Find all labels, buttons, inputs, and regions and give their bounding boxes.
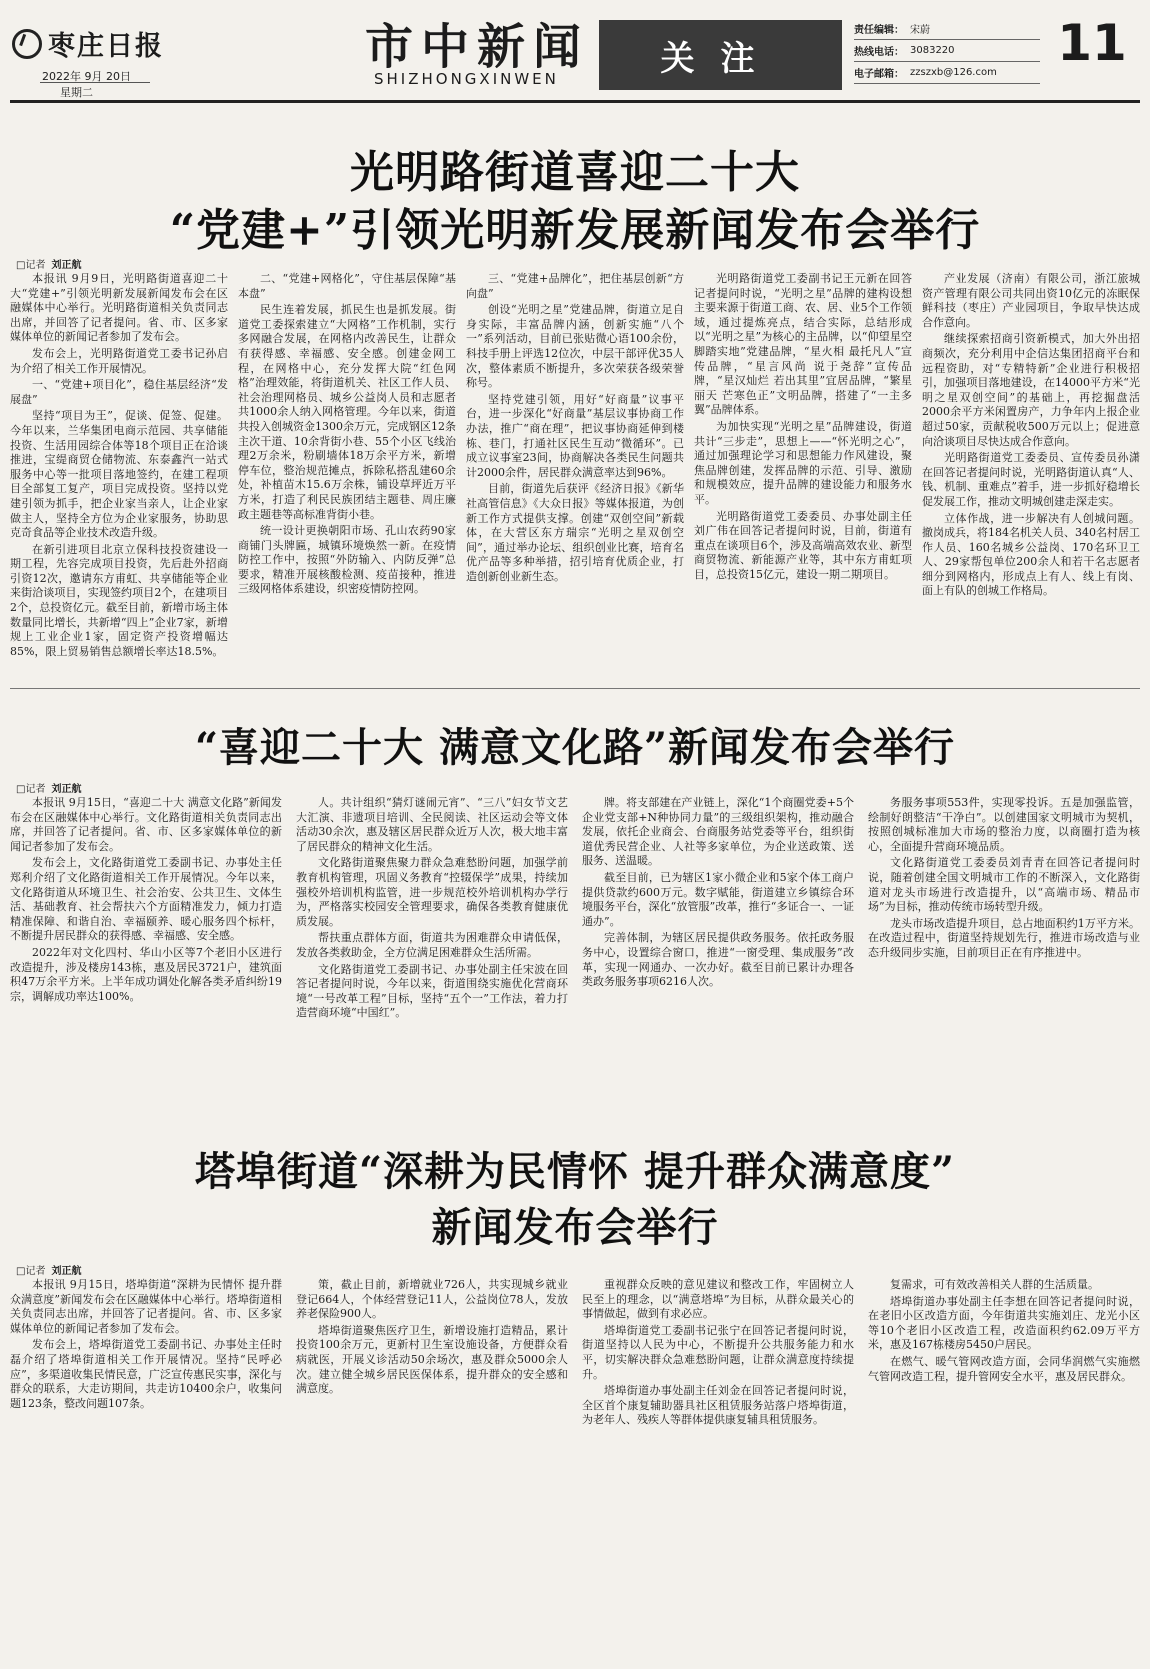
paragraph: 发布会上，文化路街道党工委副书记、办事处主任郑利介绍了文化路街道相关工作开展情况。今年以来，文化路街道从环境卫生、社会治安、公共卫生、文体生活、基础教育、社会帮扶六个方面精准发力，倾力打造精准保障、和谐自治、幸福颐养、暖心服务四个标杆，不断提升居民群众的获得感、幸福感、安全感。 — [10, 856, 282, 943]
paragraph: 人。共计组织“猜灯谜闹元宵”、“三八”妇女节文艺大汇演、非遗项目培训、全民阅读、社区运动会等文体活动30余次，惠及辖区居民群众近万人次，极大地丰富了居民群众的精神文化生活。 — [296, 796, 568, 853]
article-3-byline — [16, 1262, 81, 1277]
section-label: 关注 — [599, 20, 842, 90]
newspaper-name: 枣庄日报 — [48, 31, 164, 62]
paragraph: 策，截止目前，新增就业726人，共实现城乡就业登记664人，个体经营登记11人，公益岗位78人，发放养老保险900人。 — [296, 1278, 568, 1321]
masthead-rule — [10, 100, 1140, 103]
issue-date: 2022年 9月 20日 — [42, 70, 131, 83]
page-number: 11 — [1057, 14, 1127, 72]
newspaper-logo-icon — [12, 29, 42, 59]
paragraph: 统一设计更换朝阳市场、孔山农药90家商铺门头牌匾，城镇环境焕然一新。在疫情防控工作中，按照“外防输入、内防反弹”总要求，精准开展核酸检测、疫苗接种，推进三级网格体系建设，织密疫情防控网。 — [238, 524, 456, 596]
paragraph: 发布会上，塔埠街道党工委副书记、办事处主任时磊介绍了塔埠街道相关工作开展情况。坚持“民呼必应”，多渠道收集民情民意，广泛宣传惠民实事，深化与群众的联系，大走访期间，共走访10400余户，收集问题123条，整改问题107条。 — [10, 1338, 282, 1410]
article-2-headline: “喜迎二十大 满意文化路”新闻发布会举行 — [195, 724, 955, 771]
paragraph: 2022年对文化四村、华山小区等7个老旧小区进行改造提升，涉及楼房143栋，惠及居民3721户，建筑面积47万余平方米。上半年成功调处化解各类矛盾纠纷19宗，调解成功率达100%。 — [10, 945, 282, 1003]
article-3-column-4 — [868, 1278, 1140, 1662]
paragraph: 为加快实现“光明之星”品牌建设，街道共计“三步走”，思想上——“怀光明之心”，通过加强理论学习和思想能力作风建设，聚焦品牌创建，发挥品牌的示范、引导、激励和规模效应，提升品牌的建设能力和服务水平。 — [694, 419, 912, 506]
paragraph: 复需求，可有效改善相关人群的生活质量。 — [890, 1278, 1099, 1291]
paragraph: 发布会上，光明路街道党工委书记孙启为介绍了相关工作开展情况。 — [10, 346, 228, 375]
article-2-column-4 — [868, 796, 1140, 1124]
paragraph: 二、“党建+网格化”，守住基层保障“基本盘” — [238, 272, 456, 300]
article-2-byline — [16, 780, 81, 795]
paragraph: 本报讯 9月15日，塔埠街道“深耕为民情怀 提升群众满意度”新闻发布会在区融媒体中心举行。塔埠街道相关负责同志出席，并回答了记者提问。省、市、区多家媒体单位的新闻记者参加了发布会。 — [10, 1278, 282, 1335]
paragraph: 民生连着发展，抓民生也是抓发展。街道党工委探索建立“大网格”工作机制，实行多网融合发展，在网格内改善民生，让群众有获得感、幸福感、安全感。创建金网工程，在网格中心，充分发挥大院“红色网格”治理效能，将街道机关、社区工作人员、社会治理网格员、城乡公益岗人员和志愿者共1000余人纳入网格管理。今年以来，街道共投入创城资金1300余万元，完成钢区12条主次干道、10余背街小巷、55个小区飞线治理2万余米，粉刷墙体18万余平方米，新增停车位，整治规范摊点，拆除私搭乱建60余处，补植苗木15.6万余株，铺设草坪近万平方米，打造了利民民族团结主题巷、周庄廉政主题巷等高标准背街小巷。 — [238, 303, 456, 521]
article-divider — [10, 688, 1140, 689]
article-1-column-1 — [10, 272, 228, 680]
paragraph: 目前，街道先后获评《经济日报》《新华社高管信息》《大众日报》等媒体报道，为创新工作方式提供支撑。创建“双创空间”新载体，在大营区东方瑞宗“光明之星双创空间”，通过举办论坛、组织创业比赛，培育名优产品等多种举措，招引培育优质企业，打造创新创业新生态。 — [466, 482, 684, 583]
paragraph: 在新引进项目北京立保科技投资建设一期工程，先容完成项目投资，先后赴外招商引资12次，邀请东方甫虹、共享储能等企业来街洽谈项目，实现签约项目2个，在建项目2个，总投资亿元。截至目前，新增市场主体数量同比增长，共新增“四上”企业7家，新增规上工业企业1家，固定资产投资增幅达85%，限上贸易销售总额增长率达18.5%。 — [10, 542, 228, 658]
article-1-reporter: 刘正航 — [51, 260, 82, 271]
column-pinyin: SHIZHONGXINWEN — [374, 70, 559, 88]
article-1-headline-line2: “党建+”引领光明新发展新闻发布会举行 — [169, 205, 981, 256]
email-label: 电子邮箱： — [854, 69, 904, 80]
paragraph: 继续探索招商引资新模式，加大外出招商频次，充分利用中企信达集团招商平台和远程资助，对“专精特新”企业进行积极招引，加强项目落地建设，在14000平方米“光明之星双创空间”的基础上，再挖掘盘活2000余平方米闲置房产，力争年内上报企业超过50家，贡献税收500万元以上；促进意向洽谈项目尽快达成合作意向。 — [922, 332, 1140, 448]
paragraph: 塔埠街道聚焦医疗卫生，新增设施打造精品，累计投资100余万元，更新村卫生室设施设备，方便群众看病就医，开展义诊活动50余场次，惠及群众5000余人次。建立健全城乡居民医保体系，提升群众的安全感和满意度。 — [296, 1323, 568, 1396]
article-1-column-3 — [466, 272, 684, 680]
article-3-column-1 — [10, 1278, 282, 1662]
article-2-column-2 — [296, 796, 568, 1124]
paragraph: 坚持党建引领，用好“好商量”议事平台，进一步深化“好商量”基层议事协商工作办法，推广“商在理”，把议事协商延伸到楼栋、巷门，打通社区民生互动“微循环”。已成立议事室23间，协商解决各类民生问题共计2000余件，居民群众满意率达到96%。 — [466, 392, 684, 479]
column-title: 市中新闻 — [365, 19, 590, 75]
paragraph: 塔埠街道党工委副书记张宁在回答记者提问时说，街道坚持以人民为中心，不断提升公共服务能力和水平，切实解决群众急难愁盼问题，让群众满意度持续提升。 — [582, 1323, 854, 1381]
article-3-column-3 — [582, 1278, 854, 1662]
editor-name: 宋蔚 — [910, 25, 930, 36]
article-3-headline-line1: 塔埠街道“深耕为民情怀 提升群众满意度” — [195, 1148, 955, 1195]
date-divider — [40, 82, 150, 83]
issue-weekday: 星期二 — [60, 86, 93, 99]
article-2-column-3 — [582, 796, 854, 1124]
paragraph: 截至目前，已为辖区1家小微企业和5家个体工商户提供贷款约600万元。数字赋能，街道建立乡镇综合环境服务平台，深化“放管服”改革，推行“多证合一、一证通办”。 — [582, 870, 854, 928]
article-2-body — [10, 796, 1140, 1124]
paragraph: 文化路街道党工委副书记、办事处副主任宋波在回答记者提问时说，今年以来，街道围绕实施优化营商环境“一号改革工程”目标，坚持“五个一”工作法，着力打造营商环境“中国红”。 — [296, 962, 568, 1020]
paragraph: 光明路街道党工委委员、宣传委员孙潇在回答记者提问时说，光明路街道认真“人、钱、机制、重难点”着手，进一步抓好稳增长促发展工作，推动文明城创建走深走实。 — [922, 451, 1140, 508]
article-1-reporter-label: □记者 — [16, 260, 46, 271]
paragraph: 产业发展（济南）有限公司，浙江旅城资产管理有限公司共同出资10亿元的冻眠保鲜科技（枣庄）产业园项目，争取早快达成合作意向。 — [922, 272, 1140, 329]
hotline-number: 3083220 — [910, 45, 955, 56]
paragraph: 文化路街道聚焦聚力群众急难愁盼问题，加强学前教育机构管理，巩固义务教育“控辍保学”成果，持续加强校外培训机构监管，进一步规范校外培训机构办学行为，严格落实校园安全管理要求，确保各类教育健康优质发展。 — [296, 856, 568, 928]
paragraph: 务服务事项553件，实现零投诉。五是加强监管，绘制好朗整洁“干净白”。以创建国家文明城市为契机，按照创城标准加大市场的整治力度，以商圈打造为核心，全面提升营商环境品质。 — [868, 796, 1140, 853]
paragraph: 本报讯 9月9日，光明路街道喜迎二十大“党建+”引领光明新发展新闻发布会在区融媒体中心举行。光明路街道相关负责同志出席，并回答了记者提问。省、市、区多家媒体单位的新闻记者参加了发布会。 — [10, 272, 228, 344]
paragraph: 在燃气、暖气管网改造方面，会同华润燃气实施燃气管网改造工程，提升管网安全水平，惠及居民群众。 — [868, 1354, 1140, 1383]
paragraph: 三、“党建+品牌化”，把住基层创新“方向盘” — [466, 272, 684, 300]
paragraph: 牌。将支部建在产业链上，深化“1个商圈党委+5个企业党支部+N种协同力量”的三级组织架构，推动融合发展，依托企业商会、台商服务站党委等平台，组织街道优秀民营企业、人社等多家单位，为企业送政策、送服务、送温暖。 — [582, 796, 854, 868]
article-3-reporter: 刘正航 — [51, 1266, 82, 1277]
article-1-byline — [16, 256, 81, 271]
paragraph: 完善体制，为辖区居民提供政务服务。依托政务服务中心，设置综合窗口，推进“一窗受理、集成服务”改革，实现一网通办、一次办好。截至目前已累计办理各类政务服务事项6216人次。 — [582, 931, 854, 989]
paragraph: 创设“光明之星”党建品牌，街道立足自身实际，丰富品牌内涵，创新实施“八个一”系列活动，目前已张贴微心语100余份，科技手册上评选12位次，中层干部评优35人次，整体素质不断提升，多次荣获各级荣誉称号。 — [466, 303, 684, 390]
page-info — [854, 18, 1040, 84]
paragraph: 重视群众反映的意见建议和整改工作，牢固树立人民至上的理念，以“满意塔埠”为目标，从群众最关心的事情做起，做到有求必应。 — [582, 1278, 854, 1321]
editor-label: 责任编辑： — [854, 25, 904, 36]
article-3-body — [10, 1278, 1140, 1662]
paragraph: 文化路街道党工委委员刘青青在回答记者提问时说，随着创建全国文明城市工作的不断深入，文化路街道对龙头市场进行改造提升，以“高端市场、精品市场”为目标，推动传统市场转型升级。 — [868, 856, 1140, 914]
article-1-column-2 — [238, 272, 456, 680]
paragraph: 龙头市场改造提升项目，总占地面积约1万平方米。在改造过程中，街道坚持规划先行，推进市场改造与业态升级同步实施，目前项目正在有序推进中。 — [868, 916, 1140, 959]
article-3-reporter-label: □记者 — [16, 1266, 46, 1277]
paragraph: 塔埠街道办事处副主任刘金在回答记者提问时说，全区首个康复辅助器具社区租赁服务站落户塔埠街道，为老年人、残疾人等群体提供康复辅具租赁服务。 — [582, 1384, 854, 1427]
paragraph: 光明路街道党工委副书记王元新在回答记者提问时说，“光明之星”品牌的建构设想主要来源于街道工商、农、居、业5个工作领域，通过提炼亮点，结合实际，总结形成以“光明之星”为核心的主品牌，以“仰望星空 脚踏实地”党建品牌，“星火相 最托凡人”宣传品牌，“星言风尚 说于尧辞”宣传品牌，“星汉灿烂 若出其里”宜居品牌，“繁星丽天 芒寒色正”文明品牌，搭建了“一主多翼”品牌体系。 — [694, 272, 912, 417]
paragraph: 帮扶重点群体方面，街道共为困难群众申请低保，发放各类救助金，全方位满足困难群众生活所需。 — [296, 931, 568, 959]
article-2-column-1 — [10, 796, 282, 1124]
paragraph: 一、“党建+项目化”，稳住基层经济“发展盘” — [10, 378, 228, 406]
article-3-column-2 — [296, 1278, 568, 1662]
article-1-headline-line1: 光明路街道喜迎二十大 — [350, 147, 800, 198]
email-address: zzszxb@126.com — [910, 67, 997, 78]
paragraph: 立体作战，进一步解决有人创城问题。撤岗成兵，将184名机关人员、340名村居工作人员、160名城乡公益岗、170名环卫工人、29家帮包单位200余人和若干名志愿者细分到网格内，形成点上有人、线上有岗、面上有队的创城工作格局。 — [922, 511, 1140, 598]
newspaper-logo — [12, 24, 164, 63]
article-1-body — [10, 272, 1140, 680]
paragraph: 本报讯 9月15日，“喜迎二十大 满意文化路”新闻发布会在区融媒体中心举行。文化路街道相关负责同志出席，并回答了记者提问。省、市、区多家媒体单位的新闻记者参加了发布会。 — [10, 796, 282, 853]
paragraph: 光明路街道党工委委员、办事处副主任刘广伟在回答记者提问时说，目前，街道有重点在谈项目6个，涉及高端高效农业、新型商贸物流、新能源产业等，其中东方甫虹项目，总投资15亿元，建设一期二期项目。 — [694, 509, 912, 581]
paragraph: 塔埠街道办事处副主任李想在回答记者提问时说，在老旧小区改造方面，今年街道共实施刘庄、龙光小区等10个老旧小区改造工程，改造面积约62.09万平方米，惠及167栋楼房5450户居民。 — [868, 1294, 1140, 1352]
masthead — [0, 0, 1150, 104]
article-1-column-5 — [922, 272, 1140, 680]
hotline-label: 热线电话： — [854, 47, 904, 58]
paragraph: 坚持“项目为王”，促谈、促签、促建。今年以来，兰华集团电商示范园、共享储能投资、生活用园综合体等18个项目正在洽谈推进，宝缇商贸仓储物流、东泰鑫汽一站式服务中心等一批项目落地签约，在建工程项目全部复工复产，项目完成投资。坚持以党建引领为抓手，把企业家当亲人，让企业家做主人，坚持全方位为企业家服务，协助思克奇食品等企业技术改造升级。 — [10, 409, 228, 540]
article-2-reporter: 刘正航 — [51, 784, 82, 795]
article-2-reporter-label: □记者 — [16, 784, 46, 795]
article-3-headline-line2: 新闻发布会举行 — [431, 1204, 719, 1251]
article-1-column-4 — [694, 272, 912, 680]
